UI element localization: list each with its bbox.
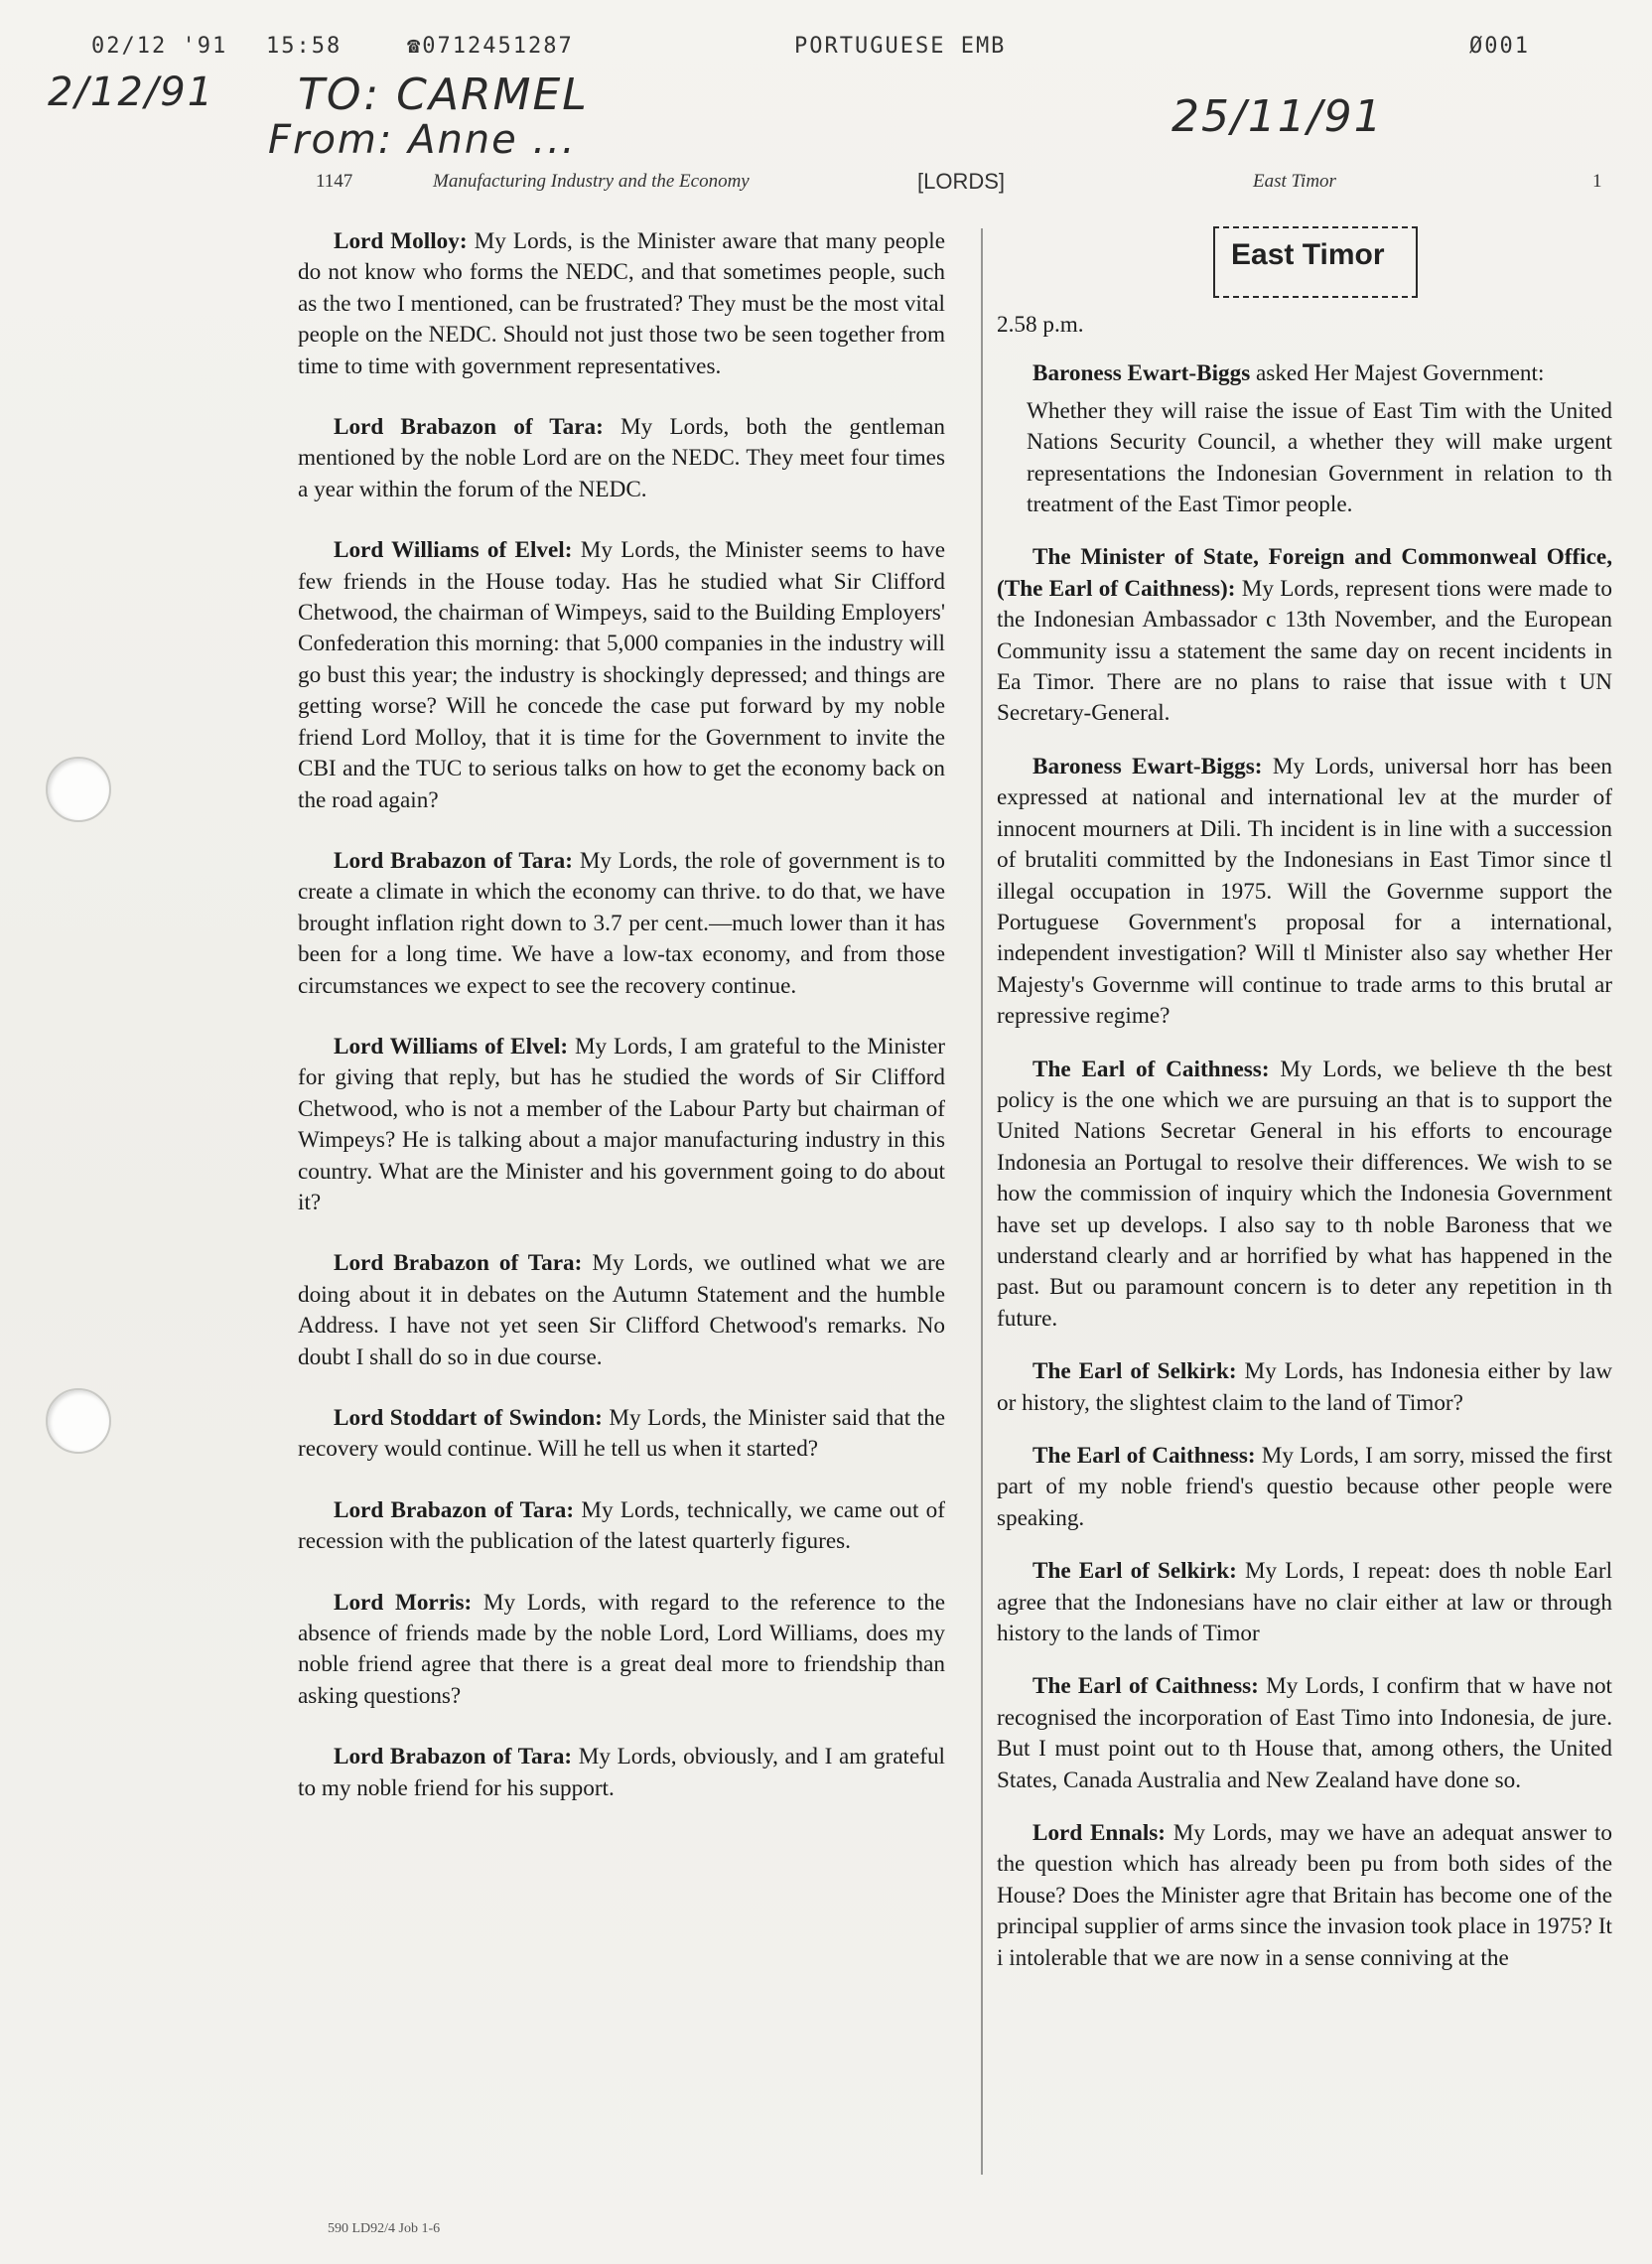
speech-paragraph [298,1588,945,1713]
speech-paragraph [997,1356,1612,1419]
right-paragraphs [997,542,1612,1974]
speaker-name: Baroness Ewart-Biggs [1032,360,1251,387]
speech-text: My Lords, both the gentleman mentioned by the noble Lord are on the NEDC. They meet four times a year within the forum of the NEDC. [298,414,946,502]
speaker-name: The Earl of Selkirk: [1032,1358,1237,1385]
fax-time: 15:58 [266,34,343,59]
speech-paragraph [997,1671,1612,1796]
speech-text: My Lords, is the Minister aware that many people do not know who forms the NEDC, and that sometimes people, such as the two I mentioned, can be frustrated? They must be the most vital people on the NEDC. Should not just those two be seen together from time to time with government representatives. [298,228,945,379]
fax-date: 02/12 '91 [91,34,228,59]
section-heading: East Timor [1231,238,1385,271]
speaker-name: Lord Brabazon of Tara: [334,847,573,874]
running-title-left: Manufacturing Industry and the Economy [433,171,750,192]
speech-text: My Lords, universal horr has been expressed at national and international lev at the murder of innocent mourners at Dili. Th incident is in line with a succession of brutaliti committed by the Indonesians in East Timor since tl illegal occupation in 1975. Will the Governme support the Portuguese Government's proposal for a international, independent investigation? Will tl Minister also say whether Her Majesty's Governme will continue to trade arms to this brutal ar repressive regime? [997,753,1612,1030]
speech-paragraph [997,752,1612,1033]
debate-time: 2.58 p.m. [997,312,1084,338]
fax-sender: PORTUGUESE EMB [794,34,1007,59]
speech-text: My Lords, the role of government is to create a climate in which the economy can thrive. to do that, we have brought inflation right down to 3.7 per cent.—much lower than it has been for a long time. We have a low-tax economy, and from those circumstances we expect to see the recovery continue. [298,847,945,999]
speaker-name: Lord Brabazon of Tara: [334,414,604,441]
column-divider [981,228,983,2175]
speaker-name: The Earl of Selkirk: [1032,1558,1237,1585]
speech-text: My Lords, obviously, and I am grateful to my noble friend for his support. [298,1744,946,1801]
speech-paragraph [298,1742,945,1804]
speech-text: My Lords, technically, we came out of recession with the publication of the latest quarterly figures. [298,1496,945,1555]
speech-paragraph [997,1441,1612,1534]
speaker-name: Lord Stoddart of Swindon: [334,1405,603,1431]
speech-paragraph [997,542,1612,729]
speaker-name: Lord Williams of Elvel: [334,537,573,564]
speech-text: My Lords, the Minister said that the recovery would continue. Will he tell us when it started? [298,1405,945,1463]
speech-paragraph [298,1495,945,1558]
question-intro-text: asked Her Majest Government: [1256,360,1545,387]
handwritten-to: TO: CARMEL [298,70,589,120]
speech-text: My Lords, I am sorry, missed the first part of my noble friend's questio because other people were speaking. [997,1443,1612,1531]
speech-text: My Lords, I repeat: does th noble Earl agree that the Indonesians have no clair either at law or through history to the lands of Timor [997,1558,1613,1647]
speech-text: My Lords, may we have an adequat answer to the question which has already been pu from both sides of the House? Does the Minister agre that Britain has become one of the principal supplier of arms since the invasion took place in 1975? It i intolerable that we are now in a sense conniving at the [997,1820,1612,1971]
speaker-name: Lord Brabazon of Tara: [334,1250,583,1277]
speech-text: My Lords, the Minister seems to have few friends in the House today. Has he studied what Sir Clifford Chetwood, the chairman of Wimpeys, said to the Building Employers' Confederation this morning: that 5,000 companies in the industry will go bust this year; the industry is shockingly depressed; and things are getting worse? Will he concede the case put forward by my noble friend Lord Molloy, that it is time for the Government to invite the CBI and the TUC to serious talks on how to get the economy back on the road again? [298,537,945,813]
speaker-name: Lord Molloy: [334,228,468,254]
speaker-name: Lord Brabazon of Tara: [334,1744,573,1770]
speech-text: My Lords, has Indonesia either by law or history, the slightest claim to the land of Timor? [997,1358,1612,1416]
speaker-name: Lord Ennals: [1032,1820,1167,1847]
speech-paragraph [298,412,945,505]
speaker-name: Lord Morris: [334,1589,473,1616]
speech-paragraph [298,1248,945,1373]
right-column [997,310,1612,1996]
speech-paragraph [298,1032,945,1218]
speech-paragraph [298,846,945,1002]
left-column [298,226,945,1834]
speech-text: My Lords, with regard to the reference to the absence of friends made by the noble Lord, Lord Williams, does my noble friend agree that there is a great deal more to friendship than asking questions? [298,1589,945,1709]
speech-paragraph [298,1403,945,1466]
speaker-name: Lord Williams of Elvel: [334,1033,569,1060]
speech-text: My Lords, represent tions were made to the Indonesian Ambassador c 13th November, and the European Community issu a statement the same day on recent incidents in Ea Timor. There are no plans to raise that issue with t UN Secretary-General. [997,575,1612,727]
punch-hole [46,757,111,822]
speech-text: My Lords, we believe th the best policy is the one which we are pursuing an that is to support the United Nations Secretar General in his efforts to encourage Indonesia an Portugal to resolve their differences. We wish to se how the commission of inquiry which the Indonesia Government have set up develops. I also say to th noble Baroness that we understand clearly and ar horrified by what has happened in the past. But ou paramount concern is to deter any repetition in th future. [997,1056,1613,1332]
house-label: [LORDS] [917,169,1006,194]
speech-text: My Lords, I am grateful to the Minister for giving that reply, but has he studied the words of Sir Clifford Chetwood, who is not a member of the Labour Party but chairman of Wimpeys? He is talking about a major manufacturing industry in this country. What are the Minister and his government going to do about it? [298,1033,945,1215]
handwritten-date-left: 2/12/91 [48,70,215,115]
speaker-name: The Earl of Caithness: [1032,1673,1259,1700]
speaker-name: The Earl of Caithness: [1032,1443,1256,1469]
question-text: Whether they will raise the issue of East Tim with the United Nations Security Council, a whether they will make urgent representations the Indonesian Government in relation to th treatment of the East Timor people. [1027,397,1612,518]
speech-text: My Lords, we outlined what we are doing about it in debates on the Autumn Statement and the humble Address. I have not yet seen Sir Clifford Chetwood's remarks. No doubt I shall do so in due course. [298,1250,945,1370]
footer-code: 590 LD92/4 Job 1-6 [328,2221,441,2236]
page-number-left: 1147 [316,171,353,192]
speech-paragraph [997,1556,1612,1649]
fax-page-number: Ø001 [1469,34,1530,59]
handwritten-date-right: 25/11/91 [1171,91,1384,142]
speech-text: My Lords, I confirm that w have not recognised the incorporation of East Timo into Indonesia, de jure. But I must point out to th House that, among others, the United States, Canada Australia and New Zealand have done so. [997,1673,1612,1793]
speech-paragraph [298,535,945,816]
question-intro [997,358,1612,389]
page-number-right: 1 [1592,171,1602,192]
speaker-name: The Earl of Caithness: [1032,1056,1270,1082]
speech-paragraph [997,1818,1612,1974]
speaker-name: Baroness Ewart-Biggs: [1032,753,1263,779]
running-title-right: East Timor [1253,171,1336,192]
speaker-name: The Minister of State, Foreign and Commonweal Office, (The Earl of Caithness): [997,544,1612,602]
handwritten-from: From: Anne ... [268,117,577,163]
punch-hole [46,1388,111,1454]
fax-phone: ☎0712451287 [407,34,574,59]
speech-paragraph [298,226,945,382]
speech-paragraph [997,1055,1612,1336]
speaker-name: Lord Brabazon of Tara: [334,1496,575,1523]
